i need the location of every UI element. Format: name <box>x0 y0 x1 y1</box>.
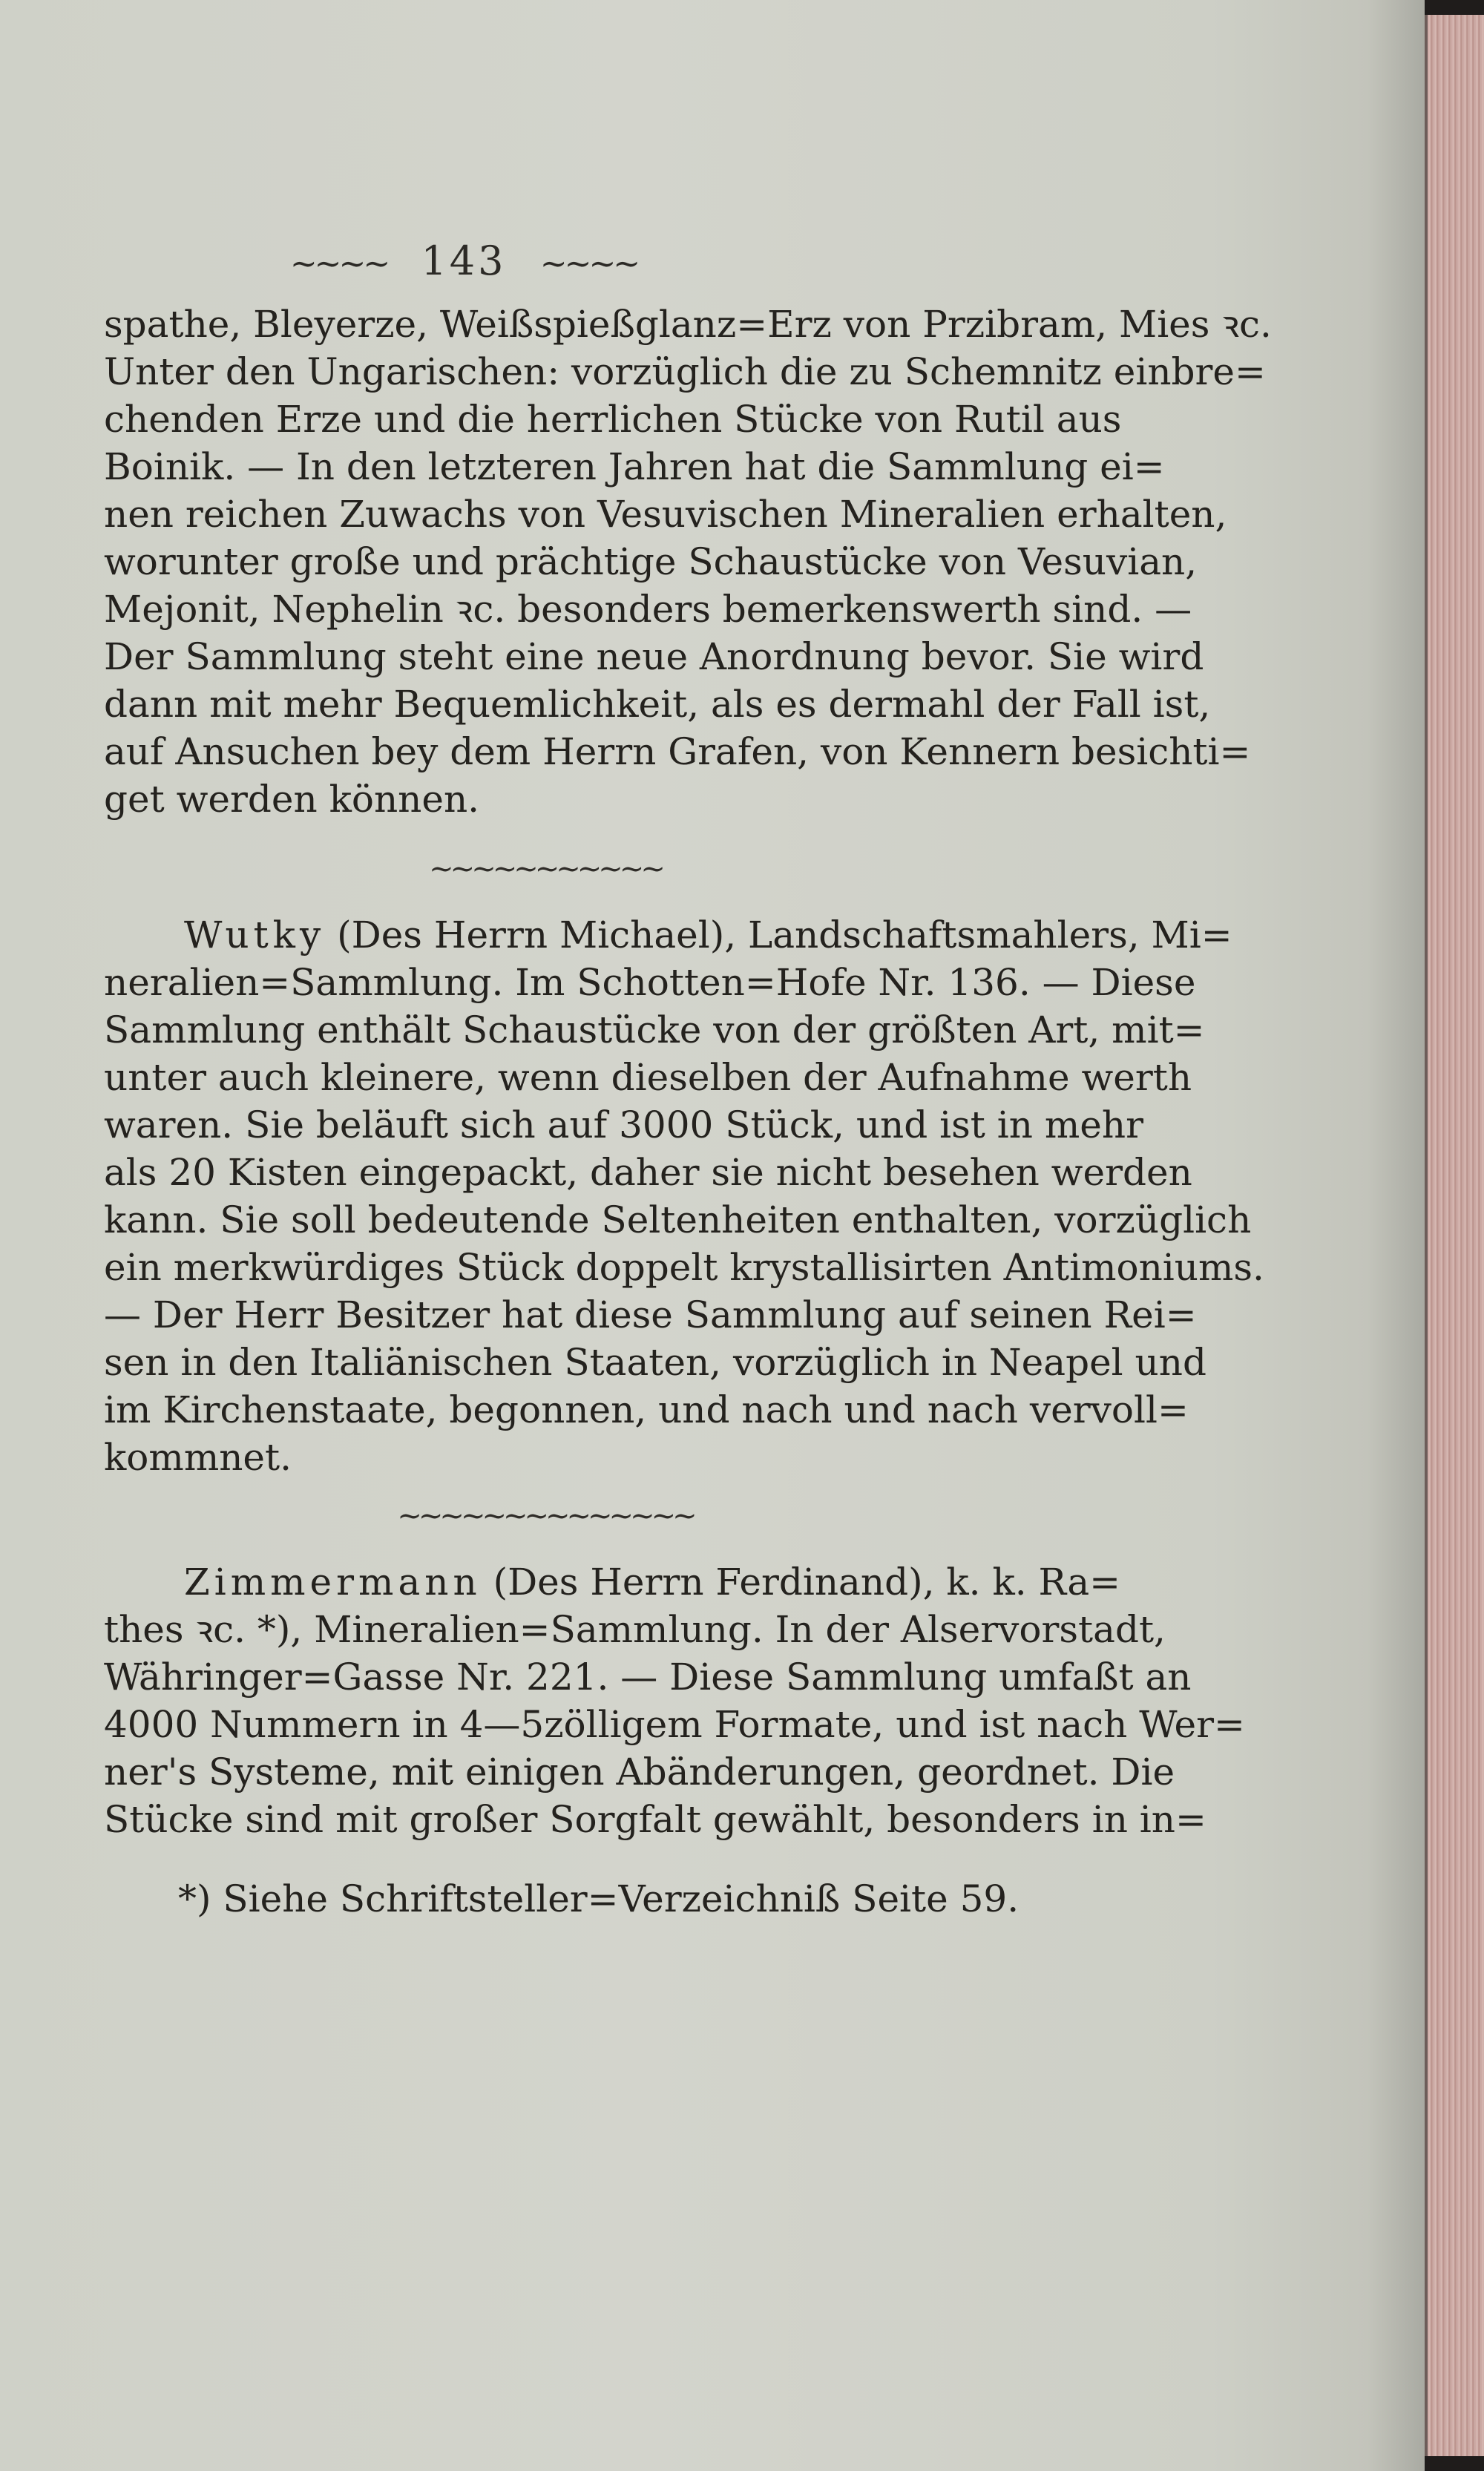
text-line: spathe, Bleyerze, Weißspießglanz=Erz von Przibram, Mies ꝛc. <box>104 303 1272 346</box>
text-line: neralien=Sammlung. Im Schotten=Hofe Nr. 136. — Diese <box>104 961 1196 1004</box>
text-line: ein merkwürdiges Stück doppelt krystallisirten Antimoniums. <box>104 1246 1264 1289</box>
text-line: auf Ansuchen bey dem Herrn Grafen, von Kennern besichti= <box>104 730 1251 773</box>
paragraph-block-3 <box>104 1558 1245 1843</box>
text-line: ner's Systeme, mit einigen Abänderungen, geordnet. Die <box>104 1750 1175 1794</box>
text-line: im Kirchenstaate, begonnen, und nach und nach vervoll= <box>104 1388 1189 1431</box>
text-line: nen reichen Zuwachs von Vesuvischen Mineralien erhalten, <box>104 493 1227 536</box>
page-header <box>0 237 928 284</box>
page-edges <box>1425 15 1484 2456</box>
text-line: Sammlung enthält Schaustücke von der größten Art, mit= <box>104 1008 1205 1051</box>
text-line: Mejonit, Nephelin ꝛc. besonders bemerkenswerth sind. — <box>104 588 1192 631</box>
section-divider-1: ~~~~~~~~~~~ <box>429 852 662 886</box>
text-line: get werden können. <box>104 778 480 821</box>
text-line: 4000 Nummern in 4—5zölligem Formate, und ist nach Wer= <box>104 1703 1245 1746</box>
entry-first-line <box>104 911 1232 959</box>
text-line: — Der Herr Besitzer hat diese Sammlung auf seinen Rei= <box>104 1293 1197 1336</box>
text-line: Währinger=Gasse Nr. 221. — Diese Sammlung umfaßt an <box>104 1655 1192 1699</box>
text-line: chenden Erze und die herrlichen Stücke von Rutil aus <box>104 398 1122 441</box>
footnote: *) Siehe Schriftsteller=Verzeichniß Seite 59. <box>178 1877 1020 1920</box>
text-line: thes ꝛc. *), Mineralien=Sammlung. In der Alservorstadt, <box>104 1608 1166 1651</box>
text-line: als 20 Kisten eingepackt, daher sie nicht besehen werden <box>104 1151 1192 1194</box>
entry-heading-rest: (Des Herrn Ferdinand), k. k. Ra= <box>481 1561 1121 1604</box>
section-divider-2: ~~~~~~~~~~~~~~ <box>397 1499 694 1533</box>
text-line: unter auch kleinere, wenn dieselben der Aufnahme werth <box>104 1056 1192 1099</box>
paragraph-block-2 <box>104 911 1264 1481</box>
page-number: 143 <box>421 237 507 284</box>
text-line: dann mit mehr Bequemlichkeit, als es dermahl der Fall ist, <box>104 683 1211 726</box>
text-line: waren. Sie beläuft sich auf 3000 Stück, und ist in mehr <box>104 1103 1143 1146</box>
text-line: Stücke sind mit großer Sorgfalt gewählt, besonders in in= <box>104 1798 1206 1841</box>
text-line: Boinik. — In den letzteren Jahren hat die Sammlung ei= <box>104 445 1165 488</box>
entry-heading-rest: (Des Herrn Michael), Landschaftsmahlers, Mi= <box>325 913 1232 956</box>
entry-name-zimmermann: Zimmermann <box>184 1561 482 1604</box>
entry-name-wutky: Wutky <box>184 913 326 956</box>
header-ornament-left: ~~~~ <box>289 245 388 283</box>
text-line: Der Sammlung steht eine neue Anordnung bevor. Sie wird <box>104 635 1204 678</box>
text-line: kommnet. <box>104 1436 292 1479</box>
paragraph-block-1 <box>104 301 1272 823</box>
text-line: kann. Sie soll bedeutende Seltenheiten enthalten, vorzüglich <box>104 1198 1252 1241</box>
entry-first-line <box>104 1558 1121 1606</box>
text-line: sen in den Italiänischen Staaten, vorzüglich in Neapel und <box>104 1341 1206 1384</box>
text-line: Unter den Ungarischen: vorzüglich die zu Schemnitz einbre= <box>104 350 1266 393</box>
header-ornament-right: ~~~~ <box>539 245 638 283</box>
text-line: worunter große und prächtige Schaustücke von Vesuvian, <box>104 540 1198 583</box>
